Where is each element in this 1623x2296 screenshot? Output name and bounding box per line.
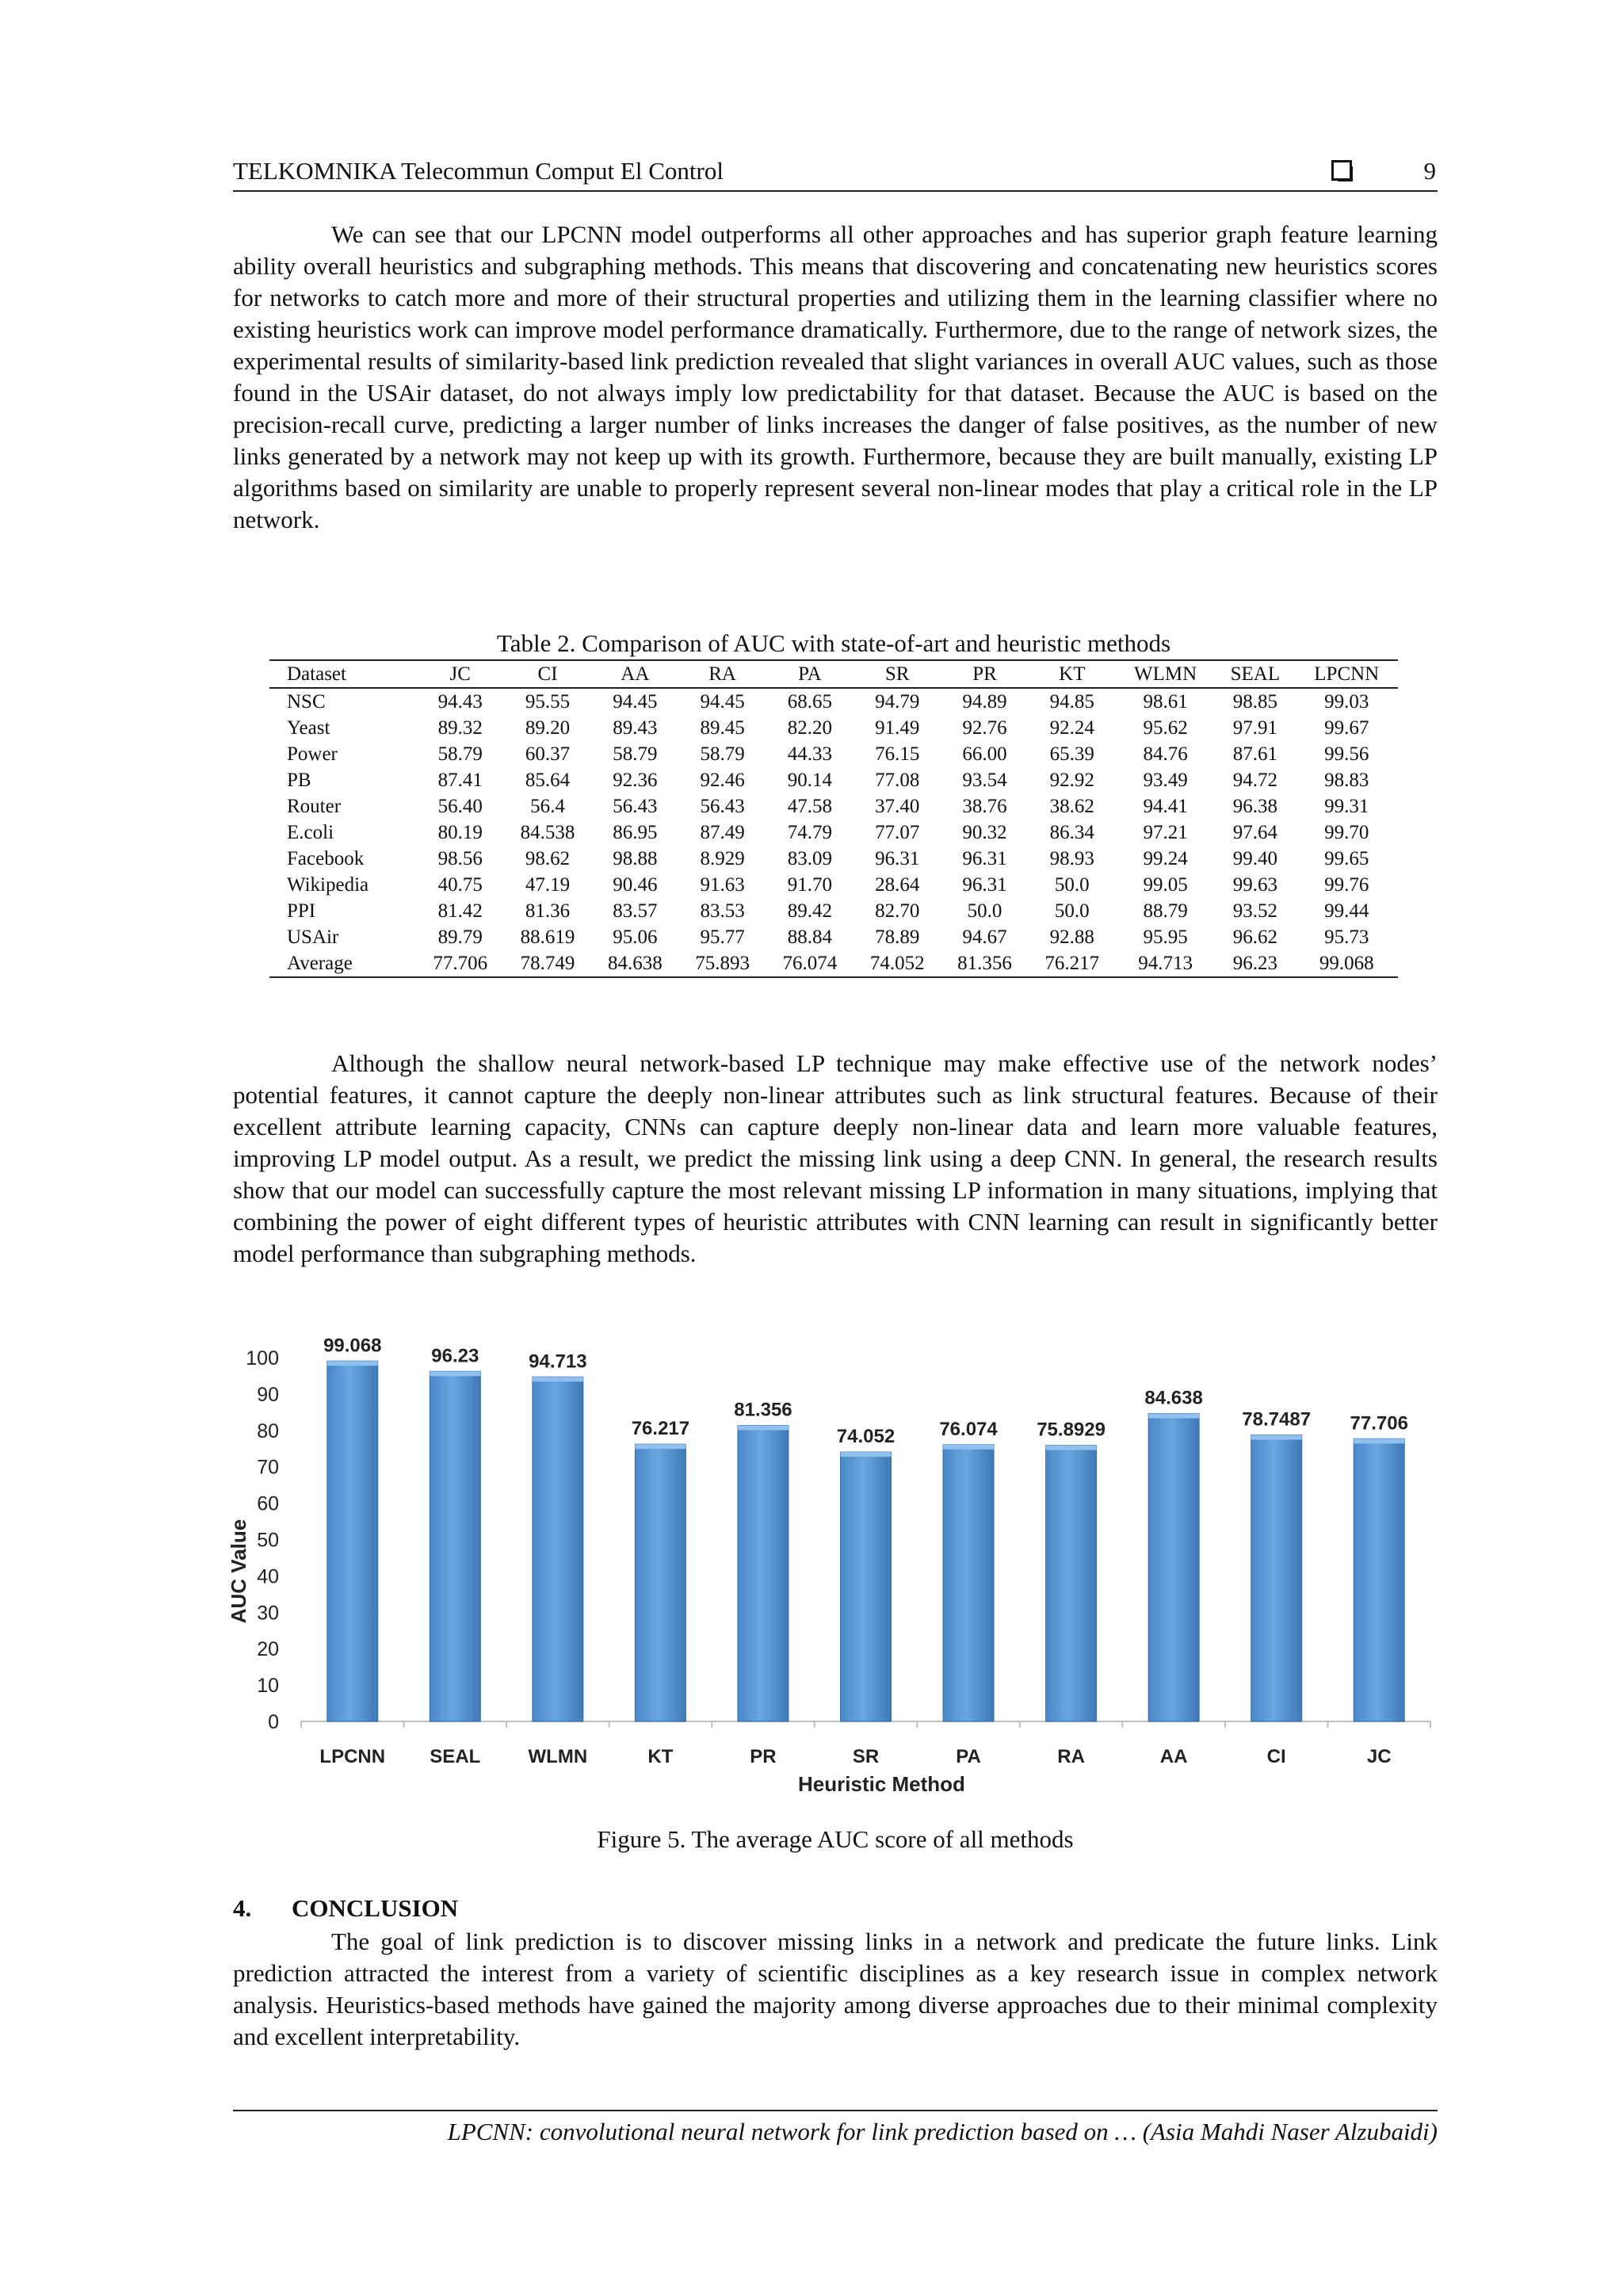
table-cell: 58.79 [700, 743, 745, 765]
x-tick-label: JC [1366, 1746, 1392, 1767]
table-cell: 77.08 [875, 770, 920, 791]
table-header-row [269, 660, 1398, 688]
table-header-cell: AA [591, 660, 678, 688]
table-cell: 91.49 [875, 717, 920, 739]
bar-value-label: 76.074 [939, 1418, 998, 1440]
table-cell: 58.79 [437, 743, 483, 765]
bar-cap [430, 1371, 480, 1376]
y-tick-label: 20 [257, 1638, 279, 1661]
table-cell: 40.75 [437, 874, 483, 896]
bar-cap [1354, 1438, 1404, 1443]
table-cell: 94.79 [875, 691, 920, 712]
table-cell: 94.41 [1143, 796, 1188, 817]
table-cell: 84.76 [1143, 743, 1188, 765]
table-cell: 96.38 [1232, 796, 1277, 817]
table-cell: 98.93 [1049, 848, 1094, 869]
table-cell: 60.37 [525, 743, 571, 765]
page-header [233, 155, 1438, 192]
bar-value-label: 81.356 [734, 1399, 792, 1421]
table-cell: Yeast [287, 717, 330, 739]
table-header-cell: CI [504, 660, 591, 688]
table-cell: 84.538 [520, 822, 575, 843]
table-row [269, 793, 1398, 819]
table-cell: 91.70 [787, 874, 833, 896]
bar-value-label: 75.8929 [1037, 1419, 1106, 1441]
table-cell: 83.09 [787, 848, 833, 869]
table-cell: 99.67 [1324, 717, 1369, 739]
table-cell: 92.24 [1049, 717, 1094, 739]
table-cell: 98.62 [525, 848, 571, 869]
table-header-cell: SEAL [1215, 660, 1295, 688]
table-cell: 50.0 [1054, 900, 1090, 922]
table-cell: Facebook [287, 848, 365, 869]
table-cell: 38.62 [1049, 796, 1094, 817]
table-cell: 99.65 [1324, 848, 1369, 869]
table-cell: 92.92 [1049, 770, 1094, 791]
table-row [269, 898, 1398, 924]
table-cell: 94.72 [1232, 770, 1277, 791]
table-row [269, 741, 1398, 767]
table-cell: Wikipedia [287, 874, 369, 896]
y-tick-label: 60 [257, 1492, 279, 1515]
table-cell: PB [287, 770, 311, 791]
table-cell: 88.84 [787, 926, 833, 948]
y-tick-label: 50 [257, 1529, 279, 1552]
y-tick-label: 100 [246, 1347, 279, 1370]
table-cell: 58.79 [613, 743, 658, 765]
table-cell: 92.46 [700, 770, 745, 791]
table-cell: 87.49 [700, 822, 745, 843]
bar-cap [1148, 1414, 1199, 1419]
table-cell: 76.15 [875, 743, 920, 765]
table-cell: Router [287, 796, 342, 817]
table-cell: 81.42 [437, 900, 483, 922]
table-cell: 78.89 [875, 926, 920, 948]
page-number: 9 [1423, 157, 1436, 185]
journal-title: TELKOMNIKA Telecommun Comput El Control [233, 157, 724, 185]
checkbox-square-icon [1331, 160, 1352, 181]
table-cell: 47.58 [787, 796, 833, 817]
table-cell: E.coli [287, 822, 334, 843]
bar-ci [1251, 1435, 1302, 1721]
table-cell: PPI [287, 900, 316, 922]
bar-value-label: 94.713 [529, 1350, 587, 1373]
table-cell: 89.32 [437, 717, 483, 739]
bar-cap [738, 1426, 789, 1431]
auc-bar-chart [222, 1316, 1442, 1807]
table-cell: 56.4 [530, 796, 565, 817]
table-cell: 97.21 [1143, 822, 1188, 843]
bar-jc [1354, 1438, 1404, 1721]
table-cell: 89.79 [437, 926, 483, 948]
table-row [269, 846, 1398, 872]
table-cell: 50.0 [967, 900, 1002, 922]
table-cell: 68.65 [787, 691, 833, 712]
table-cell: Power [287, 743, 338, 765]
table-cell: USAir [287, 926, 339, 948]
bar-seal [430, 1371, 480, 1721]
table-row [269, 767, 1398, 793]
table-cell: 99.63 [1232, 874, 1277, 896]
table-cell: 99.70 [1324, 822, 1369, 843]
table-cell: 95.06 [613, 926, 658, 948]
table-cell: 81.356 [941, 950, 1028, 977]
table-cell: 75.893 [678, 950, 766, 977]
table-cell: 90.14 [787, 770, 833, 791]
table-cell: 56.43 [613, 796, 658, 817]
table-cell: 84.638 [591, 950, 678, 977]
table-cell: 95.95 [1143, 926, 1188, 948]
table-cell: 94.43 [437, 691, 483, 712]
table-cell: 96.31 [875, 848, 920, 869]
bar-cap [841, 1452, 892, 1457]
table-cell: 85.64 [525, 770, 571, 791]
table-cell: 76.217 [1029, 950, 1116, 977]
table-cell: 99.03 [1324, 691, 1369, 712]
table-cell: 98.88 [613, 848, 658, 869]
y-tick-label: 0 [268, 1711, 279, 1733]
table-header-cell: RA [678, 660, 766, 688]
table-cell: 87.61 [1232, 743, 1277, 765]
y-tick-label: 70 [257, 1456, 279, 1479]
table-cell: Average [269, 950, 417, 977]
table-cell: 93.49 [1143, 770, 1188, 791]
table-cell: 94.713 [1116, 950, 1215, 977]
table-cell: 8.929 [700, 848, 745, 869]
table-header-cell: JC [417, 660, 504, 688]
bar-value-label: 76.217 [631, 1418, 690, 1440]
bar-kt [635, 1444, 685, 1721]
table-cell: 88.79 [1143, 900, 1188, 922]
table-cell: 78.749 [504, 950, 591, 977]
bar-value-label: 96.23 [431, 1345, 479, 1367]
table-cell: 50.0 [1054, 874, 1090, 896]
table-cell: 93.54 [962, 770, 1007, 791]
table-header-cell: PR [941, 660, 1028, 688]
table-cell: 89.43 [613, 717, 658, 739]
table-cell: 77.706 [417, 950, 504, 977]
table-cell: 89.42 [787, 900, 833, 922]
table-cell: 81.36 [525, 900, 571, 922]
y-tick-label: 90 [257, 1383, 279, 1406]
y-tick-label: 80 [257, 1419, 279, 1442]
table-cell: 86.95 [613, 822, 658, 843]
table-cell: 99.40 [1232, 848, 1277, 869]
table-cell: 95.73 [1324, 926, 1369, 948]
table-cell: 87.41 [437, 770, 483, 791]
table-cell: 56.40 [437, 796, 483, 817]
table-cell: 97.64 [1232, 822, 1277, 843]
table-header-cell: Dataset [269, 660, 417, 688]
table-cell: 90.32 [962, 822, 1007, 843]
table-cell: 94.85 [1049, 691, 1094, 712]
table-cell: 89.20 [525, 717, 571, 739]
table-cell: 77.07 [875, 822, 920, 843]
table-cell: 97.91 [1232, 717, 1277, 739]
y-tick-label: 40 [257, 1565, 279, 1588]
page-footer: LPCNN: convolutional neural network for link prediction based on … (Asia Mahdi Naser Alzubaidi) [233, 2110, 1438, 2146]
auc-comparison-table [269, 659, 1398, 978]
table-cell: 91.63 [700, 874, 745, 896]
bar-value-label: 78.7487 [1242, 1408, 1312, 1431]
y-tick-label: 30 [257, 1602, 279, 1625]
bar-cap [943, 1445, 994, 1450]
table-row [269, 819, 1398, 846]
table-cell: 99.05 [1143, 874, 1188, 896]
table-cell: 94.45 [700, 691, 745, 712]
x-tick-label: RA [1057, 1746, 1085, 1767]
table-cell: 28.64 [875, 874, 920, 896]
table-cell: 74.052 [854, 950, 941, 977]
table-cell: 99.76 [1324, 874, 1369, 896]
x-tick-label: AA [1159, 1746, 1188, 1767]
table-cell: 98.85 [1232, 691, 1277, 712]
table-cell: 93.52 [1232, 900, 1277, 922]
table-cell: NSC [287, 691, 326, 712]
table-header-cell: WLMN [1116, 660, 1215, 688]
table-cell: 92.36 [613, 770, 658, 791]
bar-cap [533, 1377, 583, 1381]
table-header-cell: LPCNN [1296, 660, 1398, 688]
bar-cap [1251, 1435, 1302, 1440]
x-tick-label: SEAL [430, 1746, 481, 1767]
table-cell: 38.76 [962, 796, 1007, 817]
table-header-cell: SR [854, 660, 941, 688]
table-body [269, 688, 1398, 977]
table-cell: 65.39 [1049, 743, 1094, 765]
bar-pa [943, 1445, 994, 1721]
body-paragraph-2: Although the shallow neural network-based LP technique may make effective use of the network nodes’ potential features, it cannot capture the deeply non-linear attributes such as link structural features. Because of their excellent attribute learning capacity, CNNs can capture deeply non-linear data and learn more valuable features, improving LP model output. As a result, we predict the missing link using a deep CNN. In general, the research results show that our model can successfully capture the most relevant missing LP information in many situations, implying that combining the power of eight different types of heuristic attributes with CNN learning can result in significantly better model performance than subgraphing methods. [233, 1049, 1438, 1267]
table-cell: 82.20 [787, 717, 833, 739]
bar-cap [1046, 1446, 1097, 1450]
table-row [269, 715, 1398, 741]
x-tick-label: SR [852, 1746, 880, 1767]
table-cell: 96.31 [962, 874, 1007, 896]
table-cell: 88.619 [520, 926, 575, 948]
section-number: 4. [233, 1894, 252, 1922]
table-header-cell: PA [766, 660, 854, 688]
table-row [269, 924, 1398, 950]
x-tick-label: PR [750, 1746, 777, 1767]
table-cell: 47.19 [525, 874, 571, 896]
y-tick-label: 10 [257, 1675, 279, 1698]
table-cell: 99.068 [1296, 950, 1398, 977]
table-cell: 92.76 [962, 717, 1007, 739]
table-cell: 90.46 [613, 874, 658, 896]
bar-pr [738, 1426, 789, 1721]
table-cell: 92.88 [1049, 926, 1094, 948]
body-paragraph-1: We can see that our LPCNN model outperforms all other approaches and has superior graph feature learning ability overall heuristics and subgraphing methods. This means that discovering and concatenating new heuristics scores for networks to catch more and more of their structural properties and utilizing them in the learning classifier where no existing heuristics work can improve model performance dramatically. Furthermore, due to the range of network sizes, the experimental results of similarity-based link prediction revealed that slight variances in overall AUC values, such as those found in the USAir dataset, do not always imply low predictability for that dataset. Because the AUC is based on the precision-recall curve, predicting a larger number of links increases the danger of false positives, as the number of new links generated by a network may not keep up with its growth. Furthermore, because they are built manually, existing LP algorithms based on similarity are unable to properly represent several non-linear modes that play a critical role in the LP network. [233, 220, 1438, 533]
table-cell: 99.44 [1324, 900, 1369, 922]
table-row [269, 688, 1398, 715]
table-cell: 89.45 [700, 717, 745, 739]
table-cell: 83.53 [700, 900, 745, 922]
bar-value-label: 74.052 [836, 1426, 896, 1448]
table-row [269, 872, 1398, 898]
bar-value-label: 99.068 [323, 1335, 382, 1357]
x-tick-label: PA [956, 1746, 981, 1767]
table-cell: 95.77 [700, 926, 745, 948]
section-title: CONCLUSION [292, 1894, 459, 1922]
table-cell: 96.31 [962, 848, 1007, 869]
bar-ra [1046, 1446, 1097, 1721]
table-cell: 94.45 [613, 691, 658, 712]
table-cell: 80.19 [437, 822, 483, 843]
table-cell: 37.40 [875, 796, 920, 817]
table-cell: 95.55 [525, 691, 571, 712]
bar-value-label: 77.706 [1350, 1412, 1408, 1435]
x-axis-title: Heuristic Method [798, 1772, 965, 1796]
table-cell: 94.67 [962, 926, 1007, 948]
table-cell: 83.57 [613, 900, 658, 922]
table-cell: 82.70 [875, 900, 920, 922]
table-cell: 98.56 [437, 848, 483, 869]
body-paragraph-3: The goal of link prediction is to discover missing links in a network and predicate the future links. Link prediction attracted the interest from a variety of scientific disciplines as a key research issue in complex network analysis. Heuristics-based methods have gained the majority among diverse approaches due to their minimal complexity and excellent interpretability. [233, 1927, 1438, 2050]
table-header-cell: KT [1029, 660, 1116, 688]
table-cell: 56.43 [700, 796, 745, 817]
bar-value-label: 84.638 [1144, 1387, 1203, 1409]
table-cell: 86.34 [1049, 822, 1094, 843]
bar-wlmn [533, 1377, 583, 1721]
x-tick-label: CI [1266, 1746, 1286, 1767]
section-heading [233, 1894, 458, 1923]
table-cell: 98.61 [1143, 691, 1188, 712]
y-axis-title: AUC Value [227, 1519, 250, 1624]
bar-aa [1148, 1414, 1199, 1721]
x-tick-label: WLMN [528, 1746, 588, 1767]
figure-caption: Figure 5. The average AUC score of all methods [597, 1825, 1074, 1853]
table-cell: 76.074 [766, 950, 854, 977]
table-cell: 74.79 [787, 822, 833, 843]
table-cell: 95.62 [1143, 717, 1188, 739]
bar-sr [841, 1452, 892, 1721]
bar-cap [635, 1444, 685, 1449]
bar-lpcnn [327, 1361, 378, 1721]
x-tick-label: KT [647, 1746, 674, 1767]
table-cell: 94.89 [962, 691, 1007, 712]
table-cell: 44.33 [787, 743, 833, 765]
table-row [269, 950, 1398, 977]
table-cell: 99.31 [1324, 796, 1369, 817]
table-cell: 99.56 [1324, 743, 1369, 765]
x-tick-label: LPCNN [319, 1746, 386, 1767]
table-cell: 96.23 [1215, 950, 1295, 977]
table-cell: 98.83 [1324, 770, 1369, 791]
table-cell: 99.24 [1143, 848, 1188, 869]
table-cell: 96.62 [1232, 926, 1277, 948]
bar-cap [327, 1361, 378, 1366]
table-caption: Table 2. Comparison of AUC with state-of-art and heuristic methods [496, 629, 1171, 657]
table-cell: 66.00 [962, 743, 1007, 765]
